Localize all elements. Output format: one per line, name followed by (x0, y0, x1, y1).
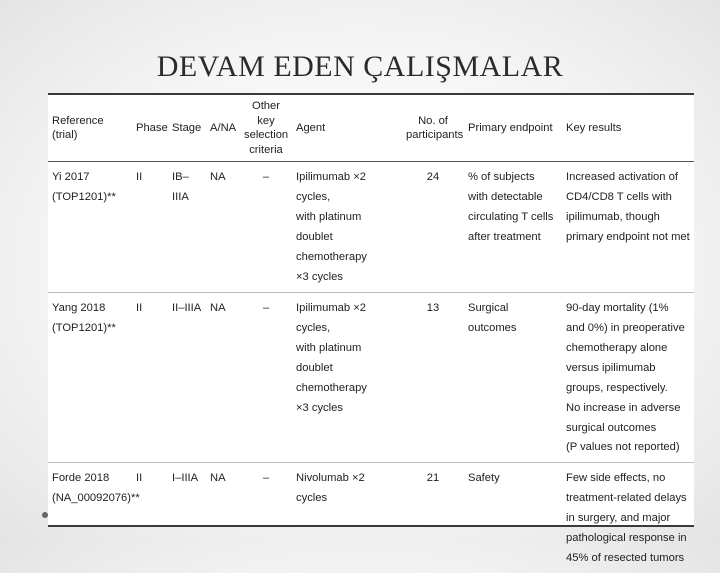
cell-phase: II (136, 171, 143, 184)
header-participants: No. of participants (402, 95, 464, 162)
header-results: Key results (562, 95, 694, 162)
cell-agent: Ipilimumab ×2 cycles, with platinum doublet chemotherapy ×3 cycles (292, 292, 402, 463)
header-endpoint: Primary endpoint (464, 95, 562, 162)
cell-ana: NA (206, 292, 240, 463)
cell-endpoint: Surgical outcomes (464, 292, 562, 463)
cell-stage: I–IIIA (168, 463, 206, 573)
cell-phase: II (132, 463, 168, 573)
cell-results: Few side effects, no treatment-related delays in surgery, and major pathological response in 45% of resected tumors (562, 463, 694, 573)
header-agent: Agent (292, 95, 402, 162)
table-header-row (48, 95, 694, 162)
cell-agent: Ipilimumab ×2 cycles, with platinum doublet chemotherapy ×3 cycles (296, 171, 367, 283)
cell-other-key: – (240, 292, 292, 463)
cell-reference: Yi 2017 (TOP1201)** (52, 171, 116, 204)
cell-participants: 21 (402, 463, 464, 573)
cell-participants: 13 (402, 292, 464, 463)
table-row (48, 292, 694, 463)
cell-ana: NA (206, 463, 240, 573)
slide-title: DEVAM EDEN ÇALIŞMALAR (156, 50, 564, 83)
header-ana: A/NA (206, 95, 240, 162)
cell-stage: IB–IIIA (172, 171, 189, 204)
header-other-key: Other key selection criteria (240, 95, 292, 162)
cell-endpoint: Safety (464, 463, 562, 573)
clinical-trials-table (48, 93, 694, 565)
cell-other-key: – (262, 171, 270, 184)
header-reference: Reference (trial) (48, 95, 132, 162)
header-phase: Phase (132, 95, 168, 162)
cell-other-key: – (240, 463, 292, 573)
cell-results: 90-day mortality (1% and 0%) in preoperative chemotherapy alone versus ipilimumab groups, respectively. No increase in adverse surgical outcomes (P values not reported) (562, 292, 694, 463)
cell-stage: II–IIIA (168, 292, 206, 463)
cell-endpoint: % of subjects with detectable circulating T cells after treatment (468, 171, 554, 244)
table-row (48, 463, 694, 573)
cell-reference: Forde 2018 (NA_00092076)** (48, 463, 132, 573)
trials-table (48, 95, 694, 573)
cell-agent: Nivolumab ×2 cycles (292, 463, 402, 573)
cell-reference: Yang 2018 (TOP1201)** (48, 292, 132, 463)
table-row (48, 162, 694, 293)
bullet-dot (42, 512, 48, 518)
header-stage: Stage (168, 95, 206, 162)
cell-participants: 24 (426, 171, 440, 184)
cell-results: Increased activation of CD4/CD8 T cells with ipilimumab, though primary endpoint not met (566, 171, 690, 244)
cell-ana: NA (210, 171, 226, 184)
cell-phase: II (132, 292, 168, 463)
